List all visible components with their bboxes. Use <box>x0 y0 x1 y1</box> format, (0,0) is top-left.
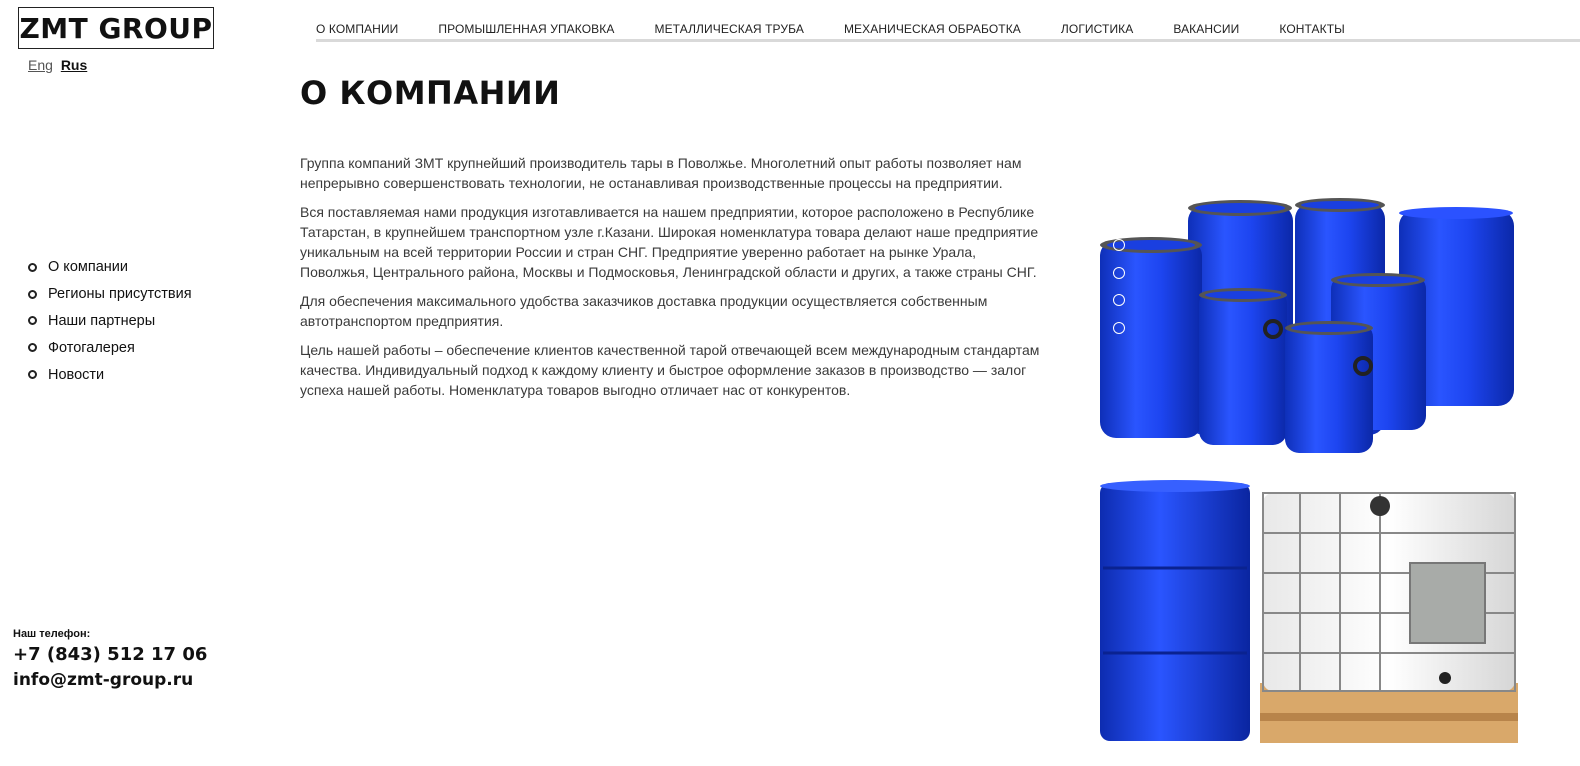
plastic-drums-image <box>1095 195 1520 460</box>
lang-rus-link[interactable]: Rus <box>60 57 88 73</box>
nav-item-machining[interactable]: МЕХАНИЧЕСКАЯ ОБРАБОТКА <box>843 22 1021 36</box>
bullet-icon <box>28 263 37 272</box>
nav-item-logistics[interactable]: ЛОГИСТИКА <box>1060 22 1134 36</box>
sidebar-item-partners[interactable] <box>28 308 192 335</box>
nav-item-packaging[interactable]: ПРОМЫШЛЕННАЯ УПАКОВКА <box>438 22 615 36</box>
contact-block <box>13 628 207 690</box>
paragraph: Группа компаний ЗМТ крупнейший производитель тары в Поволжье. Многолетний опыт работы позволяет нам непрерывно совершенствовать технологии, не останавливая производственные процессы на предприятии. <box>300 155 1022 191</box>
bullet-icon <box>28 370 37 379</box>
lang-eng-link[interactable]: Eng <box>28 57 53 73</box>
sidebar-item-regions[interactable] <box>28 281 192 308</box>
bullet-icon <box>28 316 37 325</box>
sidebar-item-label: Регионы присутствия <box>48 286 192 303</box>
sidebar-item-label: Фотогалерея <box>48 339 135 356</box>
nav-item-metal-pipe[interactable]: МЕТАЛЛИЧЕСКАЯ ТРУБА <box>654 22 804 36</box>
sidebar-item-gallery[interactable] <box>28 334 192 361</box>
phone-label: Наш телефон: <box>13 628 91 640</box>
sidebar-item-label: Новости <box>48 366 105 383</box>
about-text <box>300 153 1045 409</box>
nav-item-about[interactable]: О КОМПАНИИ <box>316 22 399 36</box>
bullet-icon <box>28 290 37 299</box>
sidebar-item-about[interactable] <box>28 254 192 281</box>
email-link[interactable]: info@zmt-group.ru <box>13 670 194 690</box>
sidebar-navigation <box>28 254 192 388</box>
sidebar-item-label: О компании <box>48 259 128 276</box>
language-switcher <box>28 57 91 73</box>
paragraph: Вся поставляемая нами продукция изготавливается на нашем предприятии, которое расположено в Республике Татарстан, в крупнейшем транспортном узле г.Казани. Широкая номенклатура товара делают наше предприятие уникальным на всей территории России и стран СНГ. Предприятие уверенно работает на рынке Урала, Поволжья, Центрального района, Москвы и Подмосковья, Ленинградской области и других, а также страны СНГ. <box>300 204 1039 280</box>
phone-number[interactable]: +7 (843) 512 17 06 <box>13 644 208 665</box>
nav-item-contacts[interactable]: КОНТАКТЫ <box>1279 22 1345 36</box>
page-title: О КОМПАНИИ <box>300 74 561 112</box>
gallery-pager <box>1113 239 1125 349</box>
sidebar-item-label: Наши партнеры <box>48 312 156 329</box>
nav-item-vacancies[interactable]: ВАКАНСИИ <box>1173 22 1240 36</box>
drum-and-ibc-image <box>1095 478 1525 763</box>
gallery-dot[interactable] <box>1113 239 1125 251</box>
paragraph: Для обеспечения максимального удобства заказчиков доставка продукции осуществляется собственным автотранспортом предприятия. <box>300 293 988 329</box>
bullet-icon <box>28 343 37 352</box>
gallery-dot[interactable] <box>1113 294 1125 306</box>
gallery-dot[interactable] <box>1113 267 1125 279</box>
paragraph: Цель нашей работы – обеспечение клиентов качественной тарой отвечающей всем международным стандартам качества. Индивидуальный подход к каждому клиенту и быстрое оформление заказов в производство — залог успеха нашей работы. Номенклатура товаров выгодно отличает нас от конкурентов. <box>300 342 1040 398</box>
sidebar-item-news[interactable] <box>28 361 192 388</box>
logo[interactable]: ZMT GROUP <box>18 7 214 49</box>
gallery-dot[interactable] <box>1113 322 1125 334</box>
top-navigation <box>316 19 1580 42</box>
